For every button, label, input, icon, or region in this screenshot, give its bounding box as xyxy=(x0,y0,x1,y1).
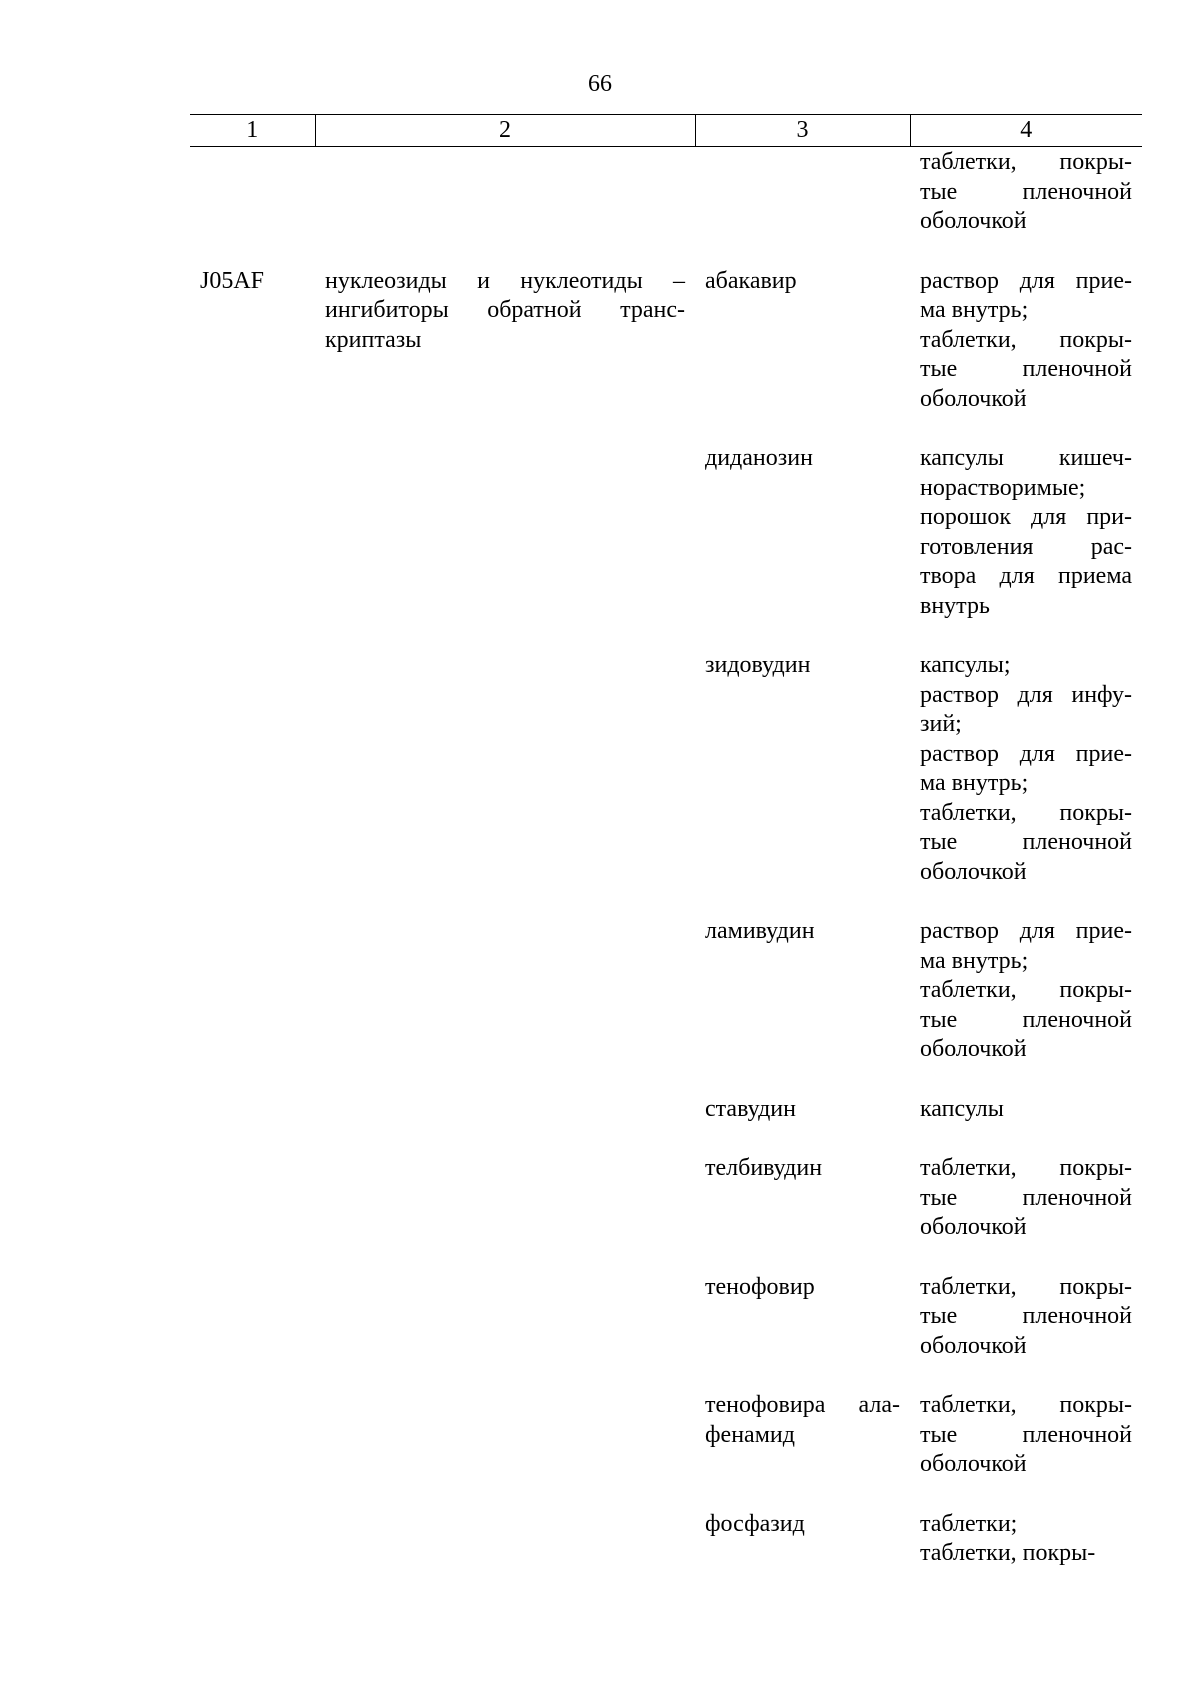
dosage-form-line: оболочкой xyxy=(920,385,1027,412)
drug-name-cell xyxy=(695,917,910,1095)
dosage-form-line: ма внутрь; xyxy=(920,297,1029,323)
dosage-form-line: таблетки, покры- xyxy=(920,1155,1132,1181)
drug-name-line: зидовудин xyxy=(705,652,811,678)
dosage-form-line: тые пленочной xyxy=(920,1184,1132,1211)
drug-name-cell xyxy=(695,147,910,267)
atc-code-cell xyxy=(190,1095,315,1155)
dosage-form-cell xyxy=(910,1510,1142,1599)
dosage-form-line: тые пленочной xyxy=(920,829,1132,855)
dosage-form-line: капсулы кишеч- xyxy=(920,445,1132,471)
drug-name-line: тенофовир xyxy=(705,1273,815,1300)
dosage-form-cell xyxy=(910,444,1142,651)
column-header: 3 xyxy=(695,115,910,147)
atc-code-cell xyxy=(190,444,315,651)
atc-code-cell xyxy=(190,1154,315,1273)
drug-name-line: фосфазид xyxy=(705,1510,805,1537)
atc-code-cell xyxy=(190,651,315,917)
drug-name-cell xyxy=(695,1510,910,1599)
table-row xyxy=(190,1391,1142,1510)
table-row xyxy=(190,444,1142,651)
dosage-form-cell xyxy=(910,267,1142,445)
table-row xyxy=(190,1154,1142,1273)
atc-code-cell xyxy=(190,917,315,1095)
drug-name-cell xyxy=(695,651,910,917)
drug-name-cell xyxy=(695,1095,910,1155)
dosage-form-line: таблетки, покры- xyxy=(920,1392,1132,1418)
group-name-cell xyxy=(315,1391,695,1510)
table-header-row xyxy=(190,115,1142,147)
group-name-cell xyxy=(315,1154,695,1273)
dosage-form-line: зий; xyxy=(920,711,962,737)
drug-name-line: абакавир xyxy=(705,267,797,294)
table-row xyxy=(190,1273,1142,1392)
atc-code-cell xyxy=(190,267,315,445)
group-name-cell xyxy=(315,917,695,1095)
atc-code-cell xyxy=(190,1391,315,1510)
drug-name-cell xyxy=(695,1391,910,1510)
group-name-cell xyxy=(315,1095,695,1155)
column-header: 2 xyxy=(315,115,695,147)
group-name-cell xyxy=(315,147,695,267)
group-name-cell xyxy=(315,1510,695,1599)
dosage-form-cell xyxy=(910,1391,1142,1510)
column-header: 1 xyxy=(190,115,315,147)
dosage-form-line: оболочкой xyxy=(920,1332,1027,1359)
atc-code-cell xyxy=(190,147,315,267)
dosage-form-line: оболочкой xyxy=(920,1451,1027,1477)
dosage-form-line: раствор для прие- xyxy=(920,918,1132,944)
dosage-form-line: таблетки, покры- xyxy=(920,326,1132,353)
dosage-form-line: таблетки, покры- xyxy=(920,1540,1096,1566)
dosage-form-line: твора для приема xyxy=(920,563,1132,589)
atc-code-cell xyxy=(190,1273,315,1392)
drug-name-cell xyxy=(695,267,910,445)
drug-name-line: фенамид xyxy=(705,1421,795,1448)
dosage-form-line: раствор для прие- xyxy=(920,740,1132,767)
atc-code-cell xyxy=(190,1510,315,1599)
dosage-form-line: раствор для прие- xyxy=(920,267,1132,294)
dosage-form-line: таблетки, покры- xyxy=(920,799,1132,826)
dosage-form-line: тые пленочной xyxy=(920,1421,1132,1448)
drug-name-line: ламивудин xyxy=(705,918,815,944)
dosage-form-line: порошок для при- xyxy=(920,504,1132,530)
drug-name-line: ставудин xyxy=(705,1095,796,1122)
dosage-form-line: оболочкой xyxy=(920,1036,1027,1062)
dosage-form-cell xyxy=(910,917,1142,1095)
dosage-form-line: капсулы xyxy=(920,1095,1004,1122)
dosage-form-line: тые пленочной xyxy=(920,1006,1132,1033)
group-name-line: ингибиторы обратной транс- xyxy=(325,297,685,323)
dosage-form-line: готовления рас- xyxy=(920,533,1132,560)
drug-name-line: тенофовира ала- xyxy=(705,1392,900,1418)
dosage-form-cell xyxy=(910,651,1142,917)
group-name-cell xyxy=(315,1273,695,1392)
dosage-form-line: внутрь xyxy=(920,592,990,619)
dosage-form-cell xyxy=(910,1273,1142,1392)
column-header: 4 xyxy=(910,115,1142,147)
dosage-form-line: таблетки; xyxy=(920,1510,1018,1537)
drug-table xyxy=(190,114,1142,1599)
dosage-form-line: тые пленочной xyxy=(920,1303,1132,1329)
atc-code: J05AF xyxy=(200,267,265,294)
drug-name-line: диданозин xyxy=(705,445,813,471)
dosage-form-line: таблетки, покры- xyxy=(920,149,1132,175)
dosage-form-line: ма внутрь; xyxy=(920,947,1029,974)
drug-name-cell xyxy=(695,1154,910,1273)
dosage-form-line: оболочкой xyxy=(920,208,1027,234)
table-row xyxy=(190,1510,1142,1599)
drug-name-cell xyxy=(695,444,910,651)
page-number: 66 xyxy=(588,71,612,97)
dosage-form-line: оболочкой xyxy=(920,1214,1027,1240)
dosage-form-cell xyxy=(910,1154,1142,1273)
drug-name-line: телбивудин xyxy=(705,1155,823,1181)
drug-name-cell xyxy=(695,1273,910,1392)
dosage-form-line: раствор для инфу- xyxy=(920,681,1132,708)
dosage-form-line: тые пленочной xyxy=(920,356,1132,382)
dosage-form-line: тые пленочной xyxy=(920,178,1132,205)
group-name-line: нуклеозиды и нуклеотиды – xyxy=(325,267,685,294)
dosage-form-line: норастворимые; xyxy=(920,474,1086,501)
table-row xyxy=(190,651,1142,917)
table-row xyxy=(190,917,1142,1095)
table-row xyxy=(190,147,1142,267)
table-row xyxy=(190,1095,1142,1155)
dosage-form-line: капсулы; xyxy=(920,652,1011,678)
dosage-form-cell xyxy=(910,147,1142,267)
dosage-form-line: таблетки, покры- xyxy=(920,1273,1132,1300)
table-body xyxy=(190,147,1142,1599)
group-name-cell xyxy=(315,267,695,445)
dosage-form-cell xyxy=(910,1095,1142,1155)
dosage-form-line: таблетки, покры- xyxy=(920,977,1132,1003)
group-name-cell xyxy=(315,651,695,917)
group-name-line: криптазы xyxy=(325,326,422,353)
dosage-form-line: ма внутрь; xyxy=(920,770,1029,796)
group-name-cell xyxy=(315,444,695,651)
table-row xyxy=(190,267,1142,445)
dosage-form-line: оболочкой xyxy=(920,858,1027,885)
